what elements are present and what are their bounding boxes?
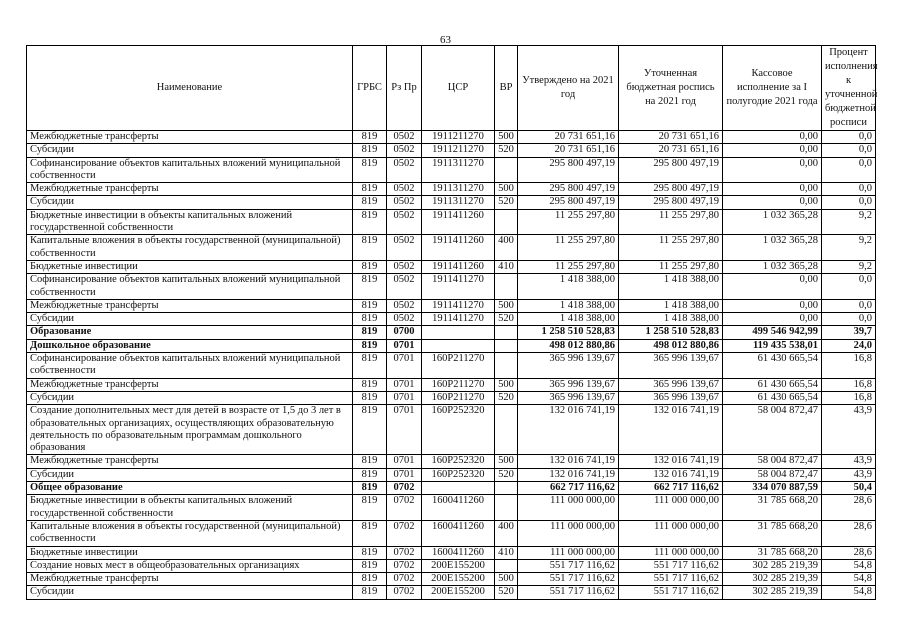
cell-cash: 302 285 219,39 <box>723 559 822 572</box>
header-row <box>27 46 876 131</box>
cell-grbs: 819 <box>353 209 387 235</box>
cell-vr: 500 <box>495 455 518 468</box>
cell-vr <box>495 209 518 235</box>
cell-cash: 31 785 668,20 <box>723 520 822 546</box>
cell-csr: 160P211270 <box>422 391 495 404</box>
cell-vr <box>495 482 518 495</box>
table-row <box>27 326 876 339</box>
cell-csr: 160P211270 <box>422 353 495 379</box>
cell-csr: 1911411270 <box>422 299 495 312</box>
table-row <box>27 313 876 326</box>
cell-vr <box>495 405 518 455</box>
table-row <box>27 495 876 521</box>
cell-vr <box>495 339 518 352</box>
cell-name: Софинансирование объектов капитальных вложений муниципальной собственности <box>27 274 353 300</box>
cell-approved: 551 717 116,62 <box>518 573 619 586</box>
cell-name: Межбюджетные трансферты <box>27 573 353 586</box>
cell-percent: 28,6 <box>822 520 876 546</box>
cell-vr: 500 <box>495 573 518 586</box>
table-row <box>27 131 876 144</box>
cell-approved: 1 258 510 528,83 <box>518 326 619 339</box>
cell-grbs: 819 <box>353 183 387 196</box>
cell-grbs: 819 <box>353 520 387 546</box>
table-row <box>27 586 876 599</box>
cell-grbs: 819 <box>353 235 387 261</box>
table-row <box>27 260 876 273</box>
col-header-rzpr: Рз Пр <box>387 46 422 131</box>
cell-rzpr: 0502 <box>387 299 422 312</box>
cell-grbs: 819 <box>353 196 387 209</box>
cell-percent: 16,8 <box>822 378 876 391</box>
cell-refined: 365 996 139,67 <box>619 391 723 404</box>
cell-percent: 54,8 <box>822 586 876 599</box>
cell-vr <box>495 559 518 572</box>
cell-csr: 1600411260 <box>422 520 495 546</box>
cell-name: Межбюджетные трансферты <box>27 131 353 144</box>
cell-grbs: 819 <box>353 559 387 572</box>
cell-name: Создание дополнительных мест для детей в возрасте от 1,5 до 3 лет в образовательных организациях, осуществляющих образовательную деятельность по образовательным программам дошкольного образования <box>27 405 353 455</box>
cell-refined: 132 016 741,19 <box>619 455 723 468</box>
cell-vr <box>495 157 518 183</box>
cell-percent: 0,0 <box>822 144 876 157</box>
table-row <box>27 353 876 379</box>
col-header-vr: ВР <box>495 46 518 131</box>
cell-approved: 1 418 388,00 <box>518 274 619 300</box>
cell-grbs: 819 <box>353 482 387 495</box>
cell-rzpr: 0502 <box>387 196 422 209</box>
cell-refined: 111 000 000,00 <box>619 495 723 521</box>
table-row <box>27 299 876 312</box>
col-header-csr: ЦСР <box>422 46 495 131</box>
table-row <box>27 559 876 572</box>
cell-rzpr: 0502 <box>387 260 422 273</box>
table-row <box>27 378 876 391</box>
cell-csr <box>422 326 495 339</box>
cell-csr: 160P252320 <box>422 405 495 455</box>
cell-vr: 400 <box>495 520 518 546</box>
col-header-name: Наименование <box>27 46 353 131</box>
cell-percent: 43,9 <box>822 468 876 481</box>
cell-percent: 0,0 <box>822 157 876 183</box>
cell-cash: 61 430 665,54 <box>723 353 822 379</box>
cell-cash: 31 785 668,20 <box>723 546 822 559</box>
cell-percent: 54,8 <box>822 573 876 586</box>
cell-rzpr: 0502 <box>387 274 422 300</box>
cell-csr: 200E155200 <box>422 586 495 599</box>
cell-approved: 295 800 497,19 <box>518 157 619 183</box>
cell-name: Софинансирование объектов капитальных вложений муниципальной собственности <box>27 157 353 183</box>
cell-grbs: 819 <box>353 495 387 521</box>
cell-percent: 43,9 <box>822 405 876 455</box>
cell-name: Создание новых мест в общеобразовательных организациях <box>27 559 353 572</box>
cell-approved: 365 996 139,67 <box>518 378 619 391</box>
cell-percent: 24,0 <box>822 339 876 352</box>
cell-approved: 365 996 139,67 <box>518 353 619 379</box>
cell-cash: 61 430 665,54 <box>723 378 822 391</box>
cell-csr: 1911411260 <box>422 235 495 261</box>
cell-grbs: 819 <box>353 313 387 326</box>
cell-name: Межбюджетные трансферты <box>27 378 353 391</box>
cell-approved: 111 000 000,00 <box>518 520 619 546</box>
cell-name: Общее образование <box>27 482 353 495</box>
table-row <box>27 274 876 300</box>
table-row <box>27 391 876 404</box>
cell-name: Субсидии <box>27 196 353 209</box>
cell-percent: 0,0 <box>822 183 876 196</box>
cell-rzpr: 0702 <box>387 573 422 586</box>
cell-refined: 11 255 297,80 <box>619 235 723 261</box>
cell-percent: 0,0 <box>822 196 876 209</box>
cell-name: Бюджетные инвестиции <box>27 260 353 273</box>
cell-approved: 132 016 741,19 <box>518 468 619 481</box>
cell-cash: 302 285 219,39 <box>723 573 822 586</box>
cell-rzpr: 0701 <box>387 468 422 481</box>
cell-refined: 662 717 116,62 <box>619 482 723 495</box>
table-row <box>27 482 876 495</box>
cell-percent: 28,6 <box>822 546 876 559</box>
table-row <box>27 546 876 559</box>
cell-percent: 16,8 <box>822 391 876 404</box>
col-header-approved: Утверждено на 2021 год <box>518 46 619 131</box>
cell-name: Межбюджетные трансферты <box>27 183 353 196</box>
cell-cash: 1 032 365,28 <box>723 209 822 235</box>
cell-cash: 0,00 <box>723 144 822 157</box>
cell-name: Образование <box>27 326 353 339</box>
cell-refined: 1 418 388,00 <box>619 313 723 326</box>
cell-percent: 9,2 <box>822 260 876 273</box>
cell-grbs: 819 <box>353 468 387 481</box>
cell-approved: 1 418 388,00 <box>518 313 619 326</box>
cell-grbs: 819 <box>353 339 387 352</box>
cell-approved: 365 996 139,67 <box>518 391 619 404</box>
cell-approved: 1 418 388,00 <box>518 299 619 312</box>
cell-cash: 0,00 <box>723 183 822 196</box>
cell-cash: 58 004 872,47 <box>723 455 822 468</box>
cell-vr: 520 <box>495 468 518 481</box>
cell-percent: 39,7 <box>822 326 876 339</box>
cell-rzpr: 0701 <box>387 378 422 391</box>
cell-cash: 302 285 219,39 <box>723 586 822 599</box>
cell-cash: 61 430 665,54 <box>723 391 822 404</box>
cell-name: Бюджетные инвестиции в объекты капитальных вложений государственной собственности <box>27 209 353 235</box>
cell-percent: 28,6 <box>822 495 876 521</box>
cell-refined: 551 717 116,62 <box>619 586 723 599</box>
cell-csr: 160P252320 <box>422 468 495 481</box>
cell-grbs: 819 <box>353 260 387 273</box>
cell-approved: 11 255 297,80 <box>518 235 619 261</box>
cell-grbs: 819 <box>353 131 387 144</box>
cell-csr: 1911311270 <box>422 196 495 209</box>
cell-cash: 0,00 <box>723 157 822 183</box>
cell-rzpr: 0502 <box>387 157 422 183</box>
cell-name: Межбюджетные трансферты <box>27 455 353 468</box>
cell-csr: 1911211270 <box>422 144 495 157</box>
cell-rzpr: 0502 <box>387 144 422 157</box>
cell-refined: 1 418 388,00 <box>619 274 723 300</box>
cell-cash: 58 004 872,47 <box>723 468 822 481</box>
table-row <box>27 405 876 455</box>
cell-vr: 410 <box>495 260 518 273</box>
cell-refined: 11 255 297,80 <box>619 209 723 235</box>
cell-grbs: 819 <box>353 378 387 391</box>
cell-approved: 551 717 116,62 <box>518 559 619 572</box>
cell-refined: 295 800 497,19 <box>619 183 723 196</box>
cell-grbs: 819 <box>353 274 387 300</box>
cell-name: Межбюджетные трансферты <box>27 299 353 312</box>
cell-name: Субсидии <box>27 144 353 157</box>
cell-grbs: 819 <box>353 391 387 404</box>
cell-rzpr: 0502 <box>387 131 422 144</box>
cell-name: Софинансирование объектов капитальных вложений муниципальной собственности <box>27 353 353 379</box>
cell-vr: 520 <box>495 144 518 157</box>
cell-percent: 54,8 <box>822 559 876 572</box>
cell-csr: 1911311270 <box>422 157 495 183</box>
cell-cash: 0,00 <box>723 131 822 144</box>
cell-percent: 0,0 <box>822 274 876 300</box>
cell-percent: 50,4 <box>822 482 876 495</box>
cell-csr: 1911411260 <box>422 260 495 273</box>
cell-rzpr: 0702 <box>387 586 422 599</box>
cell-vr <box>495 495 518 521</box>
cell-csr: 1911211270 <box>422 131 495 144</box>
cell-refined: 11 255 297,80 <box>619 260 723 273</box>
table-row <box>27 455 876 468</box>
cell-csr: 160P252320 <box>422 455 495 468</box>
cell-csr: 1600411260 <box>422 495 495 521</box>
cell-cash: 31 785 668,20 <box>723 495 822 521</box>
cell-rzpr: 0702 <box>387 482 422 495</box>
cell-refined: 1 418 388,00 <box>619 299 723 312</box>
cell-cash: 1 032 365,28 <box>723 235 822 261</box>
cell-percent: 9,2 <box>822 209 876 235</box>
cell-rzpr: 0701 <box>387 391 422 404</box>
cell-vr <box>495 274 518 300</box>
cell-name: Капитальные вложения в объекты государственной (муниципальной) собственности <box>27 520 353 546</box>
cell-grbs: 819 <box>353 586 387 599</box>
cell-grbs: 819 <box>353 299 387 312</box>
cell-csr: 1911311270 <box>422 183 495 196</box>
cell-rzpr: 0502 <box>387 209 422 235</box>
cell-rzpr: 0702 <box>387 559 422 572</box>
col-header-cash: Кассовое исполнение за I полугодие 2021 года <box>723 46 822 131</box>
cell-vr <box>495 326 518 339</box>
cell-vr: 520 <box>495 586 518 599</box>
cell-refined: 132 016 741,19 <box>619 468 723 481</box>
table-row <box>27 157 876 183</box>
cell-rzpr: 0702 <box>387 495 422 521</box>
cell-approved: 551 717 116,62 <box>518 586 619 599</box>
cell-name: Бюджетные инвестиции <box>27 546 353 559</box>
table-row <box>27 183 876 196</box>
table-row <box>27 520 876 546</box>
cell-csr: 200E155200 <box>422 573 495 586</box>
cell-rzpr: 0502 <box>387 183 422 196</box>
cell-approved: 11 255 297,80 <box>518 209 619 235</box>
cell-approved: 20 731 651,16 <box>518 144 619 157</box>
cell-approved: 662 717 116,62 <box>518 482 619 495</box>
cell-name: Субсидии <box>27 586 353 599</box>
cell-name: Субсидии <box>27 313 353 326</box>
cell-approved: 11 255 297,80 <box>518 260 619 273</box>
cell-rzpr: 0702 <box>387 520 422 546</box>
cell-csr: 1911411270 <box>422 313 495 326</box>
cell-name: Бюджетные инвестиции в объекты капитальных вложений государственной собственности <box>27 495 353 521</box>
cell-vr: 500 <box>495 378 518 391</box>
cell-rzpr: 0701 <box>387 455 422 468</box>
cell-name: Дошкольное образование <box>27 339 353 352</box>
cell-grbs: 819 <box>353 573 387 586</box>
cell-approved: 111 000 000,00 <box>518 495 619 521</box>
cell-rzpr: 0702 <box>387 546 422 559</box>
cell-percent: 0,0 <box>822 313 876 326</box>
cell-rzpr: 0502 <box>387 313 422 326</box>
cell-name: Капитальные вложения в объекты государственной (муниципальной) собственности <box>27 235 353 261</box>
cell-percent: 43,9 <box>822 455 876 468</box>
cell-rzpr: 0701 <box>387 353 422 379</box>
cell-vr: 500 <box>495 299 518 312</box>
cell-refined: 111 000 000,00 <box>619 546 723 559</box>
cell-cash: 334 070 887,59 <box>723 482 822 495</box>
cell-refined: 20 731 651,16 <box>619 144 723 157</box>
cell-approved: 20 731 651,16 <box>518 131 619 144</box>
cell-cash: 58 004 872,47 <box>723 405 822 455</box>
cell-refined: 498 012 880,86 <box>619 339 723 352</box>
cell-approved: 295 800 497,19 <box>518 196 619 209</box>
cell-refined: 20 731 651,16 <box>619 131 723 144</box>
cell-vr: 410 <box>495 546 518 559</box>
cell-refined: 551 717 116,62 <box>619 573 723 586</box>
cell-cash: 1 032 365,28 <box>723 260 822 273</box>
cell-csr <box>422 482 495 495</box>
cell-cash: 0,00 <box>723 299 822 312</box>
cell-approved: 132 016 741,19 <box>518 405 619 455</box>
cell-rzpr: 0502 <box>387 235 422 261</box>
cell-approved: 295 800 497,19 <box>518 183 619 196</box>
cell-vr <box>495 353 518 379</box>
table-row <box>27 196 876 209</box>
cell-cash: 0,00 <box>723 274 822 300</box>
cell-name: Субсидии <box>27 391 353 404</box>
cell-csr: 200E155200 <box>422 559 495 572</box>
cell-grbs: 819 <box>353 353 387 379</box>
cell-vr: 500 <box>495 131 518 144</box>
cell-vr: 520 <box>495 391 518 404</box>
cell-rzpr: 0701 <box>387 339 422 352</box>
table-row <box>27 209 876 235</box>
cell-grbs: 819 <box>353 144 387 157</box>
cell-refined: 365 996 139,67 <box>619 353 723 379</box>
cell-refined: 132 016 741,19 <box>619 405 723 455</box>
cell-grbs: 819 <box>353 326 387 339</box>
cell-vr: 520 <box>495 313 518 326</box>
cell-grbs: 819 <box>353 157 387 183</box>
cell-percent: 9,2 <box>822 235 876 261</box>
cell-rzpr: 0701 <box>387 405 422 455</box>
cell-refined: 551 717 116,62 <box>619 559 723 572</box>
cell-vr: 500 <box>495 183 518 196</box>
table-row <box>27 144 876 157</box>
cell-refined: 1 258 510 528,83 <box>619 326 723 339</box>
cell-cash: 119 435 538,01 <box>723 339 822 352</box>
cell-cash: 0,00 <box>723 313 822 326</box>
cell-percent: 0,0 <box>822 131 876 144</box>
cell-csr: 1911411270 <box>422 274 495 300</box>
table-row <box>27 339 876 352</box>
cell-rzpr: 0700 <box>387 326 422 339</box>
cell-grbs: 819 <box>353 455 387 468</box>
table-row <box>27 573 876 586</box>
cell-csr: 1911411260 <box>422 209 495 235</box>
cell-cash: 499 546 942,99 <box>723 326 822 339</box>
table-row <box>27 468 876 481</box>
col-header-percent: Процент исполнения к уточненной бюджетной росписи <box>822 46 876 131</box>
page-number: 63 <box>440 34 451 46</box>
cell-percent: 0,0 <box>822 299 876 312</box>
cell-refined: 295 800 497,19 <box>619 196 723 209</box>
budget-execution-table <box>26 45 876 600</box>
cell-vr: 400 <box>495 235 518 261</box>
cell-csr: 160P211270 <box>422 378 495 391</box>
cell-csr: 1600411260 <box>422 546 495 559</box>
table-body <box>27 131 876 600</box>
cell-refined: 111 000 000,00 <box>619 520 723 546</box>
table-row <box>27 235 876 261</box>
cell-csr <box>422 339 495 352</box>
cell-grbs: 819 <box>353 546 387 559</box>
cell-refined: 295 800 497,19 <box>619 157 723 183</box>
cell-cash: 0,00 <box>723 196 822 209</box>
cell-vr: 520 <box>495 196 518 209</box>
cell-approved: 111 000 000,00 <box>518 546 619 559</box>
cell-grbs: 819 <box>353 405 387 455</box>
col-header-grbs: ГРБС <box>353 46 387 131</box>
cell-approved: 498 012 880,86 <box>518 339 619 352</box>
cell-approved: 132 016 741,19 <box>518 455 619 468</box>
cell-percent: 16,8 <box>822 353 876 379</box>
cell-name: Субсидии <box>27 468 353 481</box>
cell-refined: 365 996 139,67 <box>619 378 723 391</box>
col-header-refined: Уточненная бюджетная роспись на 2021 год <box>619 46 723 131</box>
